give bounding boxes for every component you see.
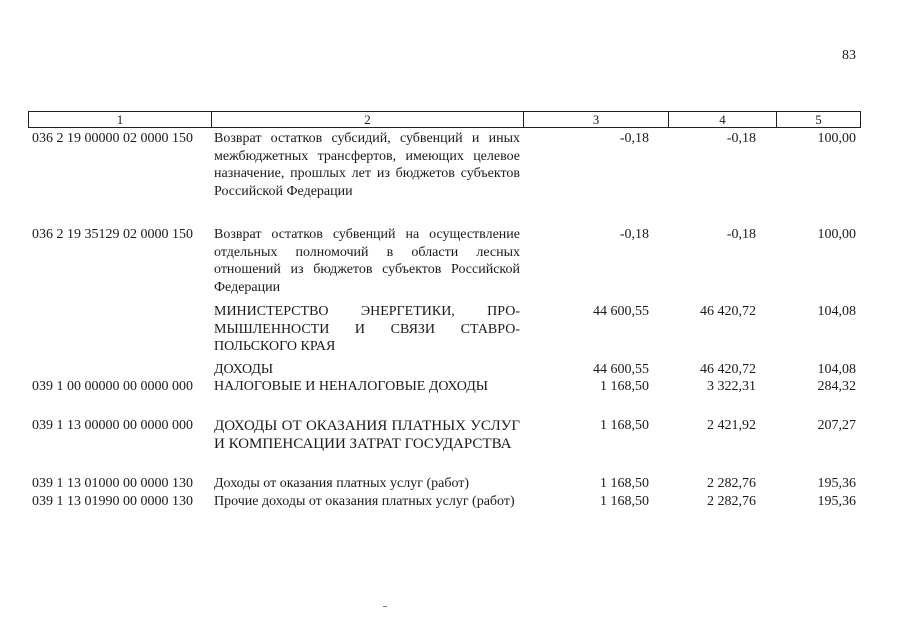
row-value-col5: 104,08	[817, 362, 856, 377]
row-name: Возврат остатков субсидий, субвенций и иных межбюджетных трансфертов, имеющих целевое назначение, прошлых лет из бюджетов субъектов Российской Федерации	[214, 131, 520, 199]
row-name: Возврат остатков субвенций на осуществление отдельных полномочий в области лесных отношений из бюджетов субъектов Российской Федерации	[214, 227, 520, 295]
row-value-col3: 1 168,50	[600, 379, 649, 394]
row-value-col3: -0,18	[619, 131, 649, 146]
row-value-col5: 284,32	[817, 379, 856, 394]
row-value-col4: 2 282,76	[707, 476, 756, 491]
row-code: 039 1 13 01990 00 0000 130	[32, 494, 193, 509]
row-code: 039 1 13 01000 00 0000 130	[32, 476, 193, 491]
row-value-col4: 46 420,72	[700, 304, 756, 319]
row-value-col5: 195,36	[817, 494, 856, 509]
row-name: ДОХОДЫ ОТ ОКАЗАНИЯ ПЛАТНЫХ УСЛУГ И КОМПЕНСАЦИИ ЗАТРАТ ГОСУДАРСТВА	[214, 418, 520, 452]
row-value-col4: 3 322,31	[707, 379, 756, 394]
row-value-col5: 100,00	[817, 227, 856, 242]
row-value-col3: 44 600,55	[593, 304, 649, 319]
row-value-col4: 2 421,92	[707, 418, 756, 433]
row-code: 039 1 13 00000 00 0000 000	[32, 418, 193, 433]
header-col-3: 3	[524, 112, 669, 127]
row-value-col4: -0,18	[726, 131, 756, 146]
header-col-4: 4	[669, 112, 777, 127]
row-value-col3: 1 168,50	[600, 494, 649, 509]
row-code: 036 2 19 00000 02 0000 150	[32, 131, 193, 146]
row-value-col4: -0,18	[726, 227, 756, 242]
row-value-col3: 1 168,50	[600, 476, 649, 491]
row-value-col3: 44 600,55	[593, 362, 649, 377]
table-header	[28, 111, 861, 128]
row-name: ДОХОДЫ	[214, 362, 274, 377]
row-value-col4: 46 420,72	[700, 362, 756, 377]
row-name: Прочие доходы от оказания платных услуг (работ)	[214, 494, 515, 509]
row-value-col3: 1 168,50	[600, 418, 649, 433]
row-name: НАЛОГОВЫЕ И НЕНАЛОГОВЫЕ ДОХОДЫ	[214, 379, 488, 394]
row-value-col5: 100,00	[817, 131, 856, 146]
row-value-col4: 2 282,76	[707, 494, 756, 509]
row-value-col5: 195,36	[817, 476, 856, 491]
scan-speck	[383, 606, 387, 607]
row-value-col5: 104,08	[817, 304, 856, 319]
row-code: 039 1 00 00000 00 0000 000	[32, 379, 193, 394]
row-code: 036 2 19 35129 02 0000 150	[32, 227, 193, 242]
row-name: МИНИСТЕРСТВО ЭНЕРГЕТИКИ, ПРО-МЫШЛЕННОСТИ И СВЯЗИ СТАВРО-ПОЛЬСКОГО КРАЯ	[214, 304, 520, 354]
row-value-col5: 207,27	[817, 418, 856, 433]
row-name: Доходы от оказания платных услуг (работ)	[214, 476, 470, 491]
header-col-1: 1	[29, 112, 212, 127]
page-number: 83	[842, 48, 856, 63]
header-col-5: 5	[815, 112, 822, 127]
header-col-2: 2	[212, 112, 524, 127]
row-value-col3: -0,18	[619, 227, 649, 242]
